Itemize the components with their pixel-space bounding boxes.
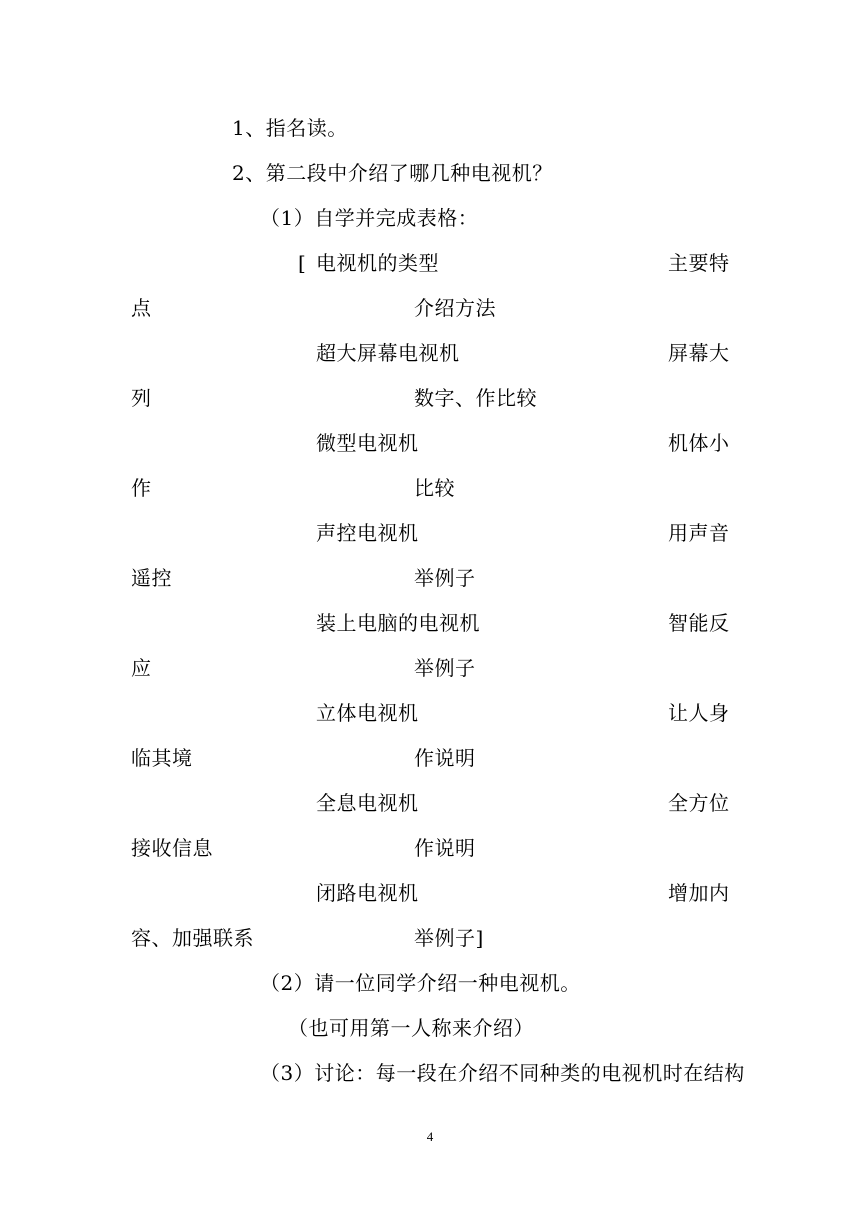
item-1: 1、指名读。 [232, 116, 348, 140]
table-row-type: 装上电脑的电视机 [316, 611, 480, 635]
table-row-feature-cont: 容、加强联系 [131, 926, 254, 950]
table-row-feature-cont: 临其境 [131, 746, 193, 770]
table-row-type: 全息电视机 [316, 791, 419, 815]
table-row-method: 举例子 [414, 656, 476, 680]
table-header-type: 电视机的类型 [316, 251, 439, 275]
table-header-feature: 主要特 [668, 251, 730, 275]
item-2: 2、第二段中介绍了哪几种电视机？ [232, 161, 553, 185]
table-row-type: 闭路电视机 [316, 881, 419, 905]
sub-item-2: （2）请一位同学介绍一种电视机。 [260, 971, 581, 995]
table-row-method: 作说明 [414, 746, 476, 770]
table-row-type: 声控电视机 [316, 521, 419, 545]
table-row-feature-cont: 作 [131, 476, 152, 500]
table-row-method: 作说明 [414, 836, 476, 860]
table-row-feature: 智能反 [668, 611, 730, 635]
table-row-feature-cont: 接收信息 [131, 836, 213, 860]
table-row-feature: 用声音 [668, 521, 730, 545]
table-row-feature: 屏幕大 [668, 341, 730, 365]
sub-item-3: （3）讨论：每一段在介绍不同种类的电视机时在结构 [260, 1061, 745, 1085]
table-row-method: 举例子 [414, 566, 476, 590]
table-row-feature: 让人身 [668, 701, 730, 725]
table-row-feature-cont: 应 [131, 656, 152, 680]
table-row-feature-cont: 遥控 [131, 566, 172, 590]
page-number: 4 [426, 1129, 434, 1144]
table-row-feature-cont: 列 [131, 386, 152, 410]
table-row-type: 立体电视机 [316, 701, 419, 725]
table-row-type: 微型电视机 [316, 431, 419, 455]
table-header-method: 介绍方法 [414, 296, 496, 320]
sub-item-1: （1）自学并完成表格： [260, 206, 479, 230]
table-row-method: 比较 [414, 476, 455, 500]
table-header-feature-cont: 点 [131, 296, 152, 320]
table-row-feature: 机体小 [668, 431, 730, 455]
table-row-method: 举例子] [414, 926, 484, 950]
table-open-bracket: [ [298, 251, 307, 275]
table-row-feature: 全方位 [668, 791, 730, 815]
table-row-feature: 增加内 [668, 881, 730, 905]
sub-item-2-note: （也可用第一人称来介绍） [288, 1016, 534, 1040]
table-row-type: 超大屏幕电视机 [316, 341, 460, 365]
table-row-method: 数字、作比较 [414, 386, 537, 410]
